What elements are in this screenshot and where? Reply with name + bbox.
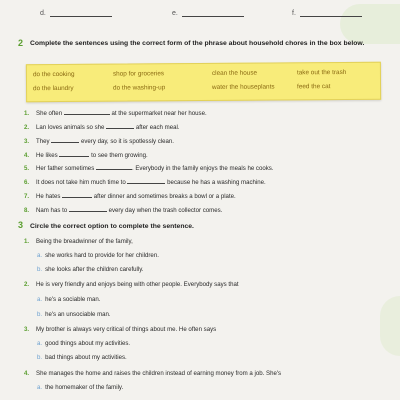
phrase-item: do the washing-up: [113, 84, 166, 92]
exercise-3-question: 4. She manages the home and raises the children instead of earning money from a job. She's: [24, 370, 282, 377]
exercise-2-item: 1. She often at the supermarket near her house.: [24, 110, 207, 117]
exercise-3-question: 2. He is very friendly and enjoys being with other people. Everybody says that: [24, 281, 239, 288]
option-a[interactable]: a. she works hard to provide for her children.: [37, 252, 159, 259]
exercise-2-number: 2: [18, 38, 24, 48]
phrase-box: [26, 62, 381, 102]
answer-blank[interactable]: [59, 150, 89, 157]
exercise-3-question: 1. Being the breadwinner of the family,: [24, 238, 133, 245]
decorative-blob: [380, 296, 400, 356]
option-a[interactable]: a. he's a sociable man.: [37, 296, 101, 303]
exercise-2-item: 6. It does not take him much time to because he has a washing machine.: [24, 179, 266, 186]
option-a[interactable]: a. the homemaker of the family.: [37, 384, 124, 391]
exercise-2-item: 4. He likes to see them growing.: [24, 152, 148, 159]
answer-blank-d[interactable]: d.: [40, 10, 112, 17]
exercise-2-item: 3. They every day, so it is spotlessly clean.: [24, 138, 174, 145]
phrase-item: do the laundry: [33, 84, 74, 93]
exercise-2-item: 8. Nam has to every day when the trash collector comes.: [24, 207, 223, 214]
answer-blank[interactable]: [64, 108, 110, 115]
answer-blanks-row: [0, 6, 400, 20]
exercise-3-question: 3. My brother is always very critical of things about me. He often says: [24, 326, 217, 333]
phrase-item: do the cooking: [32, 70, 75, 79]
phrase-item: take out the trash: [296, 69, 347, 77]
answer-blank[interactable]: [127, 177, 165, 184]
answer-blank[interactable]: [96, 163, 132, 170]
answer-blank[interactable]: [51, 136, 79, 143]
answer-blank-f[interactable]: f.: [292, 10, 362, 17]
phrase-item: water the houseplants: [212, 83, 275, 91]
exercise-3-number: 3: [18, 220, 24, 230]
option-b[interactable]: b. he's an unsociable man.: [37, 311, 111, 318]
exercise-2-item: 5. Her father sometimes . Everybody in the family enjoys the meals he cooks.: [24, 165, 274, 172]
exercise-2-item: 2. Lan loves animals so she after each meal.: [24, 124, 180, 131]
option-a[interactable]: a. good things about my activities.: [37, 340, 131, 347]
option-b[interactable]: b. bad things about my activities.: [37, 354, 127, 361]
exercise-2-instruction: Complete the sentences using the correct form of the phrase about household chores in the box below.: [30, 40, 365, 47]
answer-blank[interactable]: [106, 122, 134, 129]
phrase-item: feed the cat: [297, 83, 331, 91]
phrase-item: clean the house: [211, 69, 258, 77]
option-b[interactable]: b. she looks after the children carefully.: [37, 266, 144, 273]
answer-blank[interactable]: [69, 205, 107, 212]
exercise-3-instruction: Circle the correct option to complete the sentence.: [30, 223, 194, 230]
answer-blank[interactable]: [62, 191, 92, 198]
phrase-item: shop for groceries: [112, 70, 165, 78]
answer-blank-e[interactable]: e.: [172, 10, 244, 17]
exercise-2-item: 7. He hates after dinner and sometimes breaks a bowl or a plate.: [24, 193, 236, 200]
